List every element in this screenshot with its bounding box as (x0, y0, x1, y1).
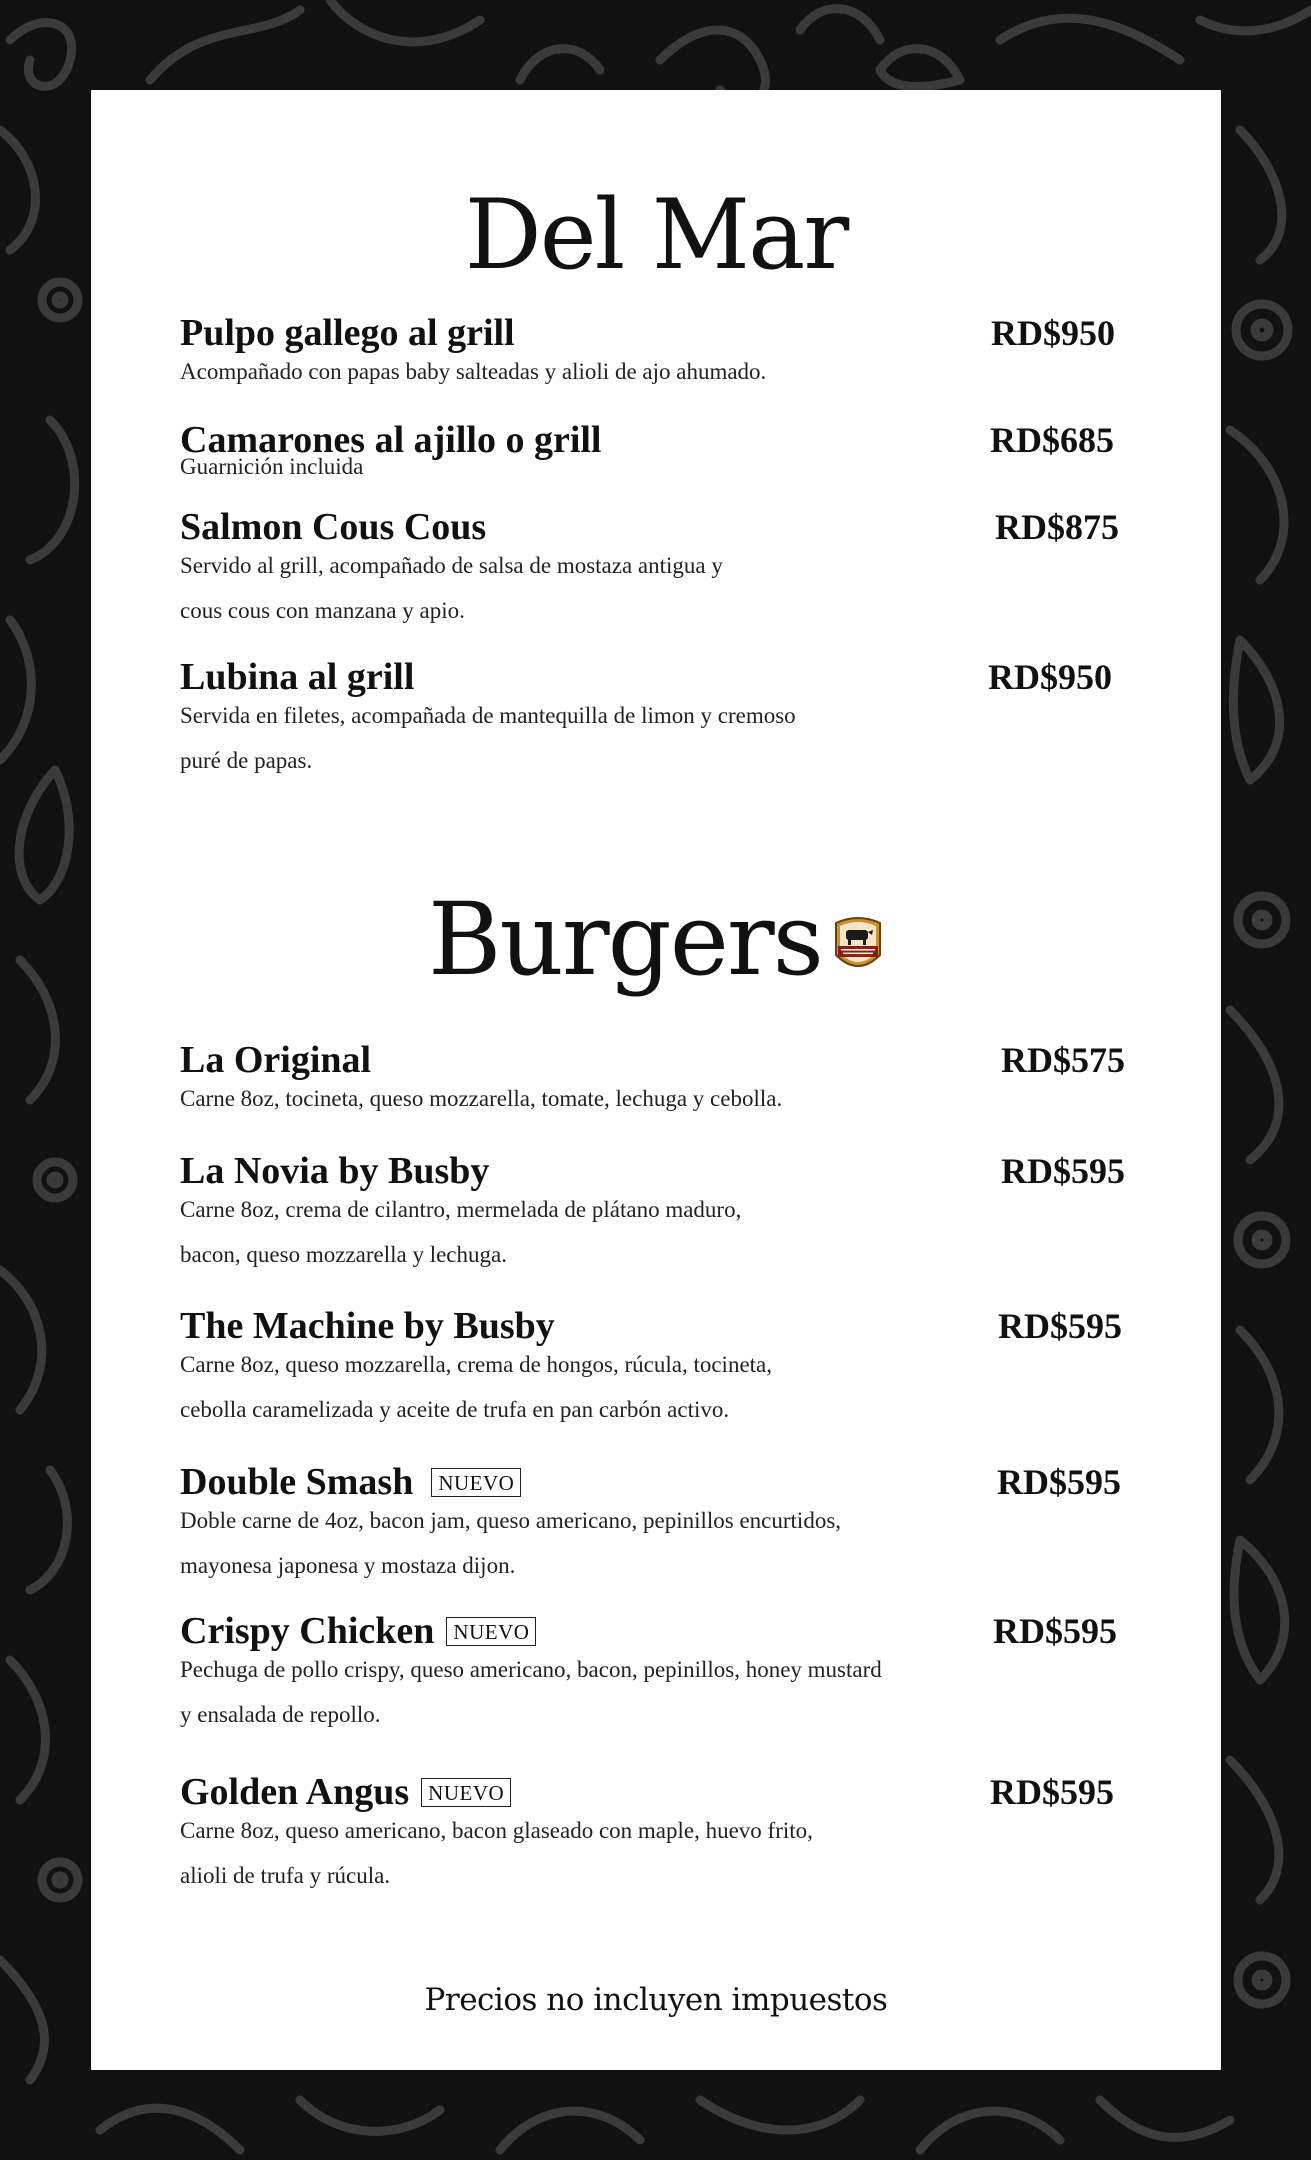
section-title-text: Burgers (427, 881, 822, 999)
item-name-text: Double Smash (180, 1461, 414, 1503)
item-name: Pulpo gallego al grill (180, 312, 515, 354)
item-description: Carne 8oz, queso mozzarella, crema de hongos, rúcula, tocineta, (180, 1352, 773, 1377)
item-name: The Machine by Busby (180, 1305, 555, 1347)
item-description: y ensalada de repollo. (180, 1702, 381, 1727)
item-price: RD$595 (998, 1306, 1122, 1346)
item-description: Carne 8oz, tocineta, queso mozzarella, tomate, lechuga y cebolla. (180, 1086, 783, 1111)
footer-note: Precios no incluyen impuestos (424, 1982, 888, 2018)
section-title-burgers (91, 875, 1221, 997)
item-description: alioli de trufa y rúcula. (180, 1863, 391, 1888)
item-price: RD$595 (990, 1772, 1114, 1812)
section-title-del-mar: Del Mar (464, 179, 848, 291)
item-description: Carne 8oz, crema de cilantro, mermelada de plátano maduro, (180, 1197, 742, 1222)
item-description: Doble carne de 4oz, bacon jam, queso americano, pepinillos encurtidos, (180, 1508, 842, 1533)
item-description: Guarnición incluida (180, 454, 364, 479)
item-price: RD$950 (991, 313, 1115, 353)
item-price: RD$950 (988, 657, 1112, 697)
item-price: RD$685 (990, 420, 1114, 460)
menu-card (91, 90, 1221, 2070)
item-price: RD$575 (1001, 1040, 1125, 1080)
item-description: bacon, queso mozzarella y lechuga. (180, 1242, 507, 1267)
item-description: Servido al grill, acompañado de salsa de mostaza antigua y (180, 553, 723, 578)
item-price: RD$595 (993, 1611, 1117, 1651)
item-description: Acompañado con papas baby salteadas y alioli de ajo ahumado. (180, 359, 767, 384)
item-name-text: Golden Angus (180, 1771, 410, 1813)
item-price: RD$595 (1001, 1151, 1125, 1191)
new-tag: NUEVO (431, 1468, 521, 1497)
item-description: cous cous con manzana y apio. (180, 598, 465, 623)
item-name: Camarones al ajillo o grill (180, 419, 602, 461)
item-description: Carne 8oz, queso americano, bacon glaseado con maple, huevo frito, (180, 1818, 813, 1843)
item-name: Salmon Cous Cous (180, 506, 487, 548)
new-tag: NUEVO (421, 1778, 511, 1807)
certified-angus-beef-badge-icon (832, 915, 884, 973)
item-name-text: Crispy Chicken (180, 1610, 435, 1652)
item-description: Servida en filetes, acompañada de mantequilla de limon y cremoso (180, 703, 796, 728)
new-tag: NUEVO (446, 1617, 536, 1646)
item-description: cebolla caramelizada y aceite de trufa en pan carbón activo. (180, 1397, 730, 1422)
item-description: Pechuga de pollo crispy, queso americano, bacon, pepinillos, honey mustard (180, 1657, 882, 1682)
item-price: RD$595 (997, 1462, 1121, 1502)
item-price: RD$875 (995, 507, 1119, 547)
item-name: La Original (180, 1039, 372, 1081)
item-name: Lubina al grill (180, 656, 415, 698)
item-description: mayonesa japonesa y mostaza dijon. (180, 1553, 516, 1578)
item-description: puré de papas. (180, 748, 313, 773)
item-name: La Novia by Busby (180, 1150, 490, 1192)
